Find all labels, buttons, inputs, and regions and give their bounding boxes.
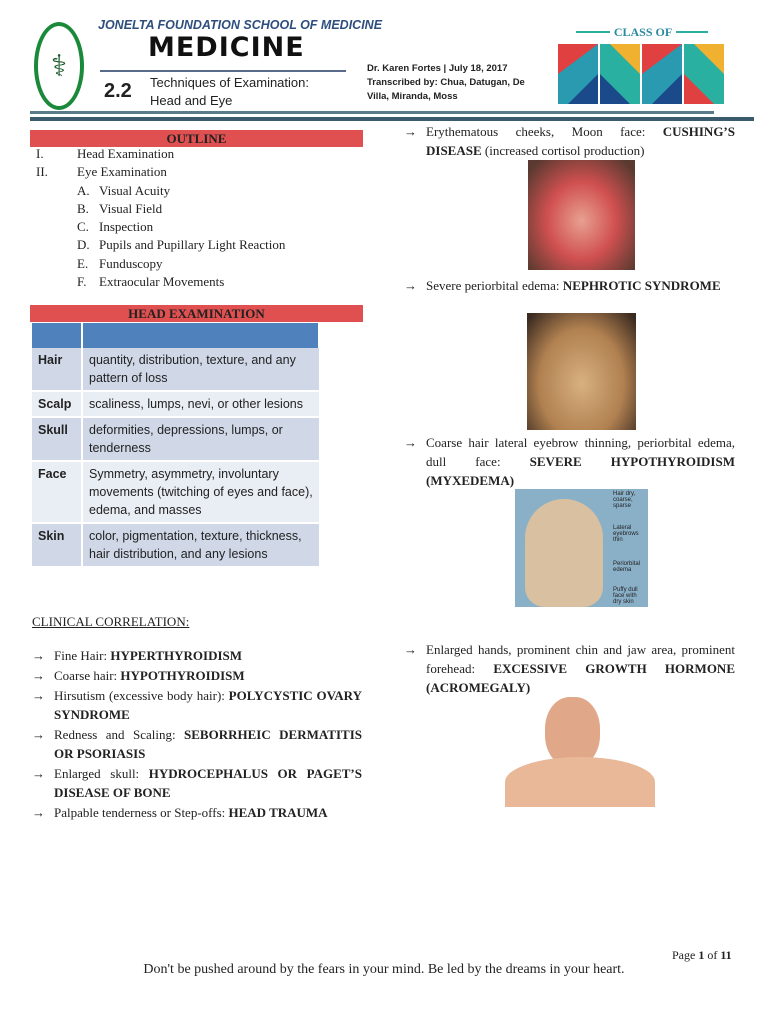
outline-list	[32, 145, 285, 291]
right-item: → Coarse hair lateral eyebrow thinning, periorbital edema, dull face: SEVERE HYPOTHYROIDISM (MYXEDEMA)	[404, 435, 735, 488]
outline-subitem: E. Funduscopy	[77, 255, 163, 271]
table-row: Scalp scaliness, lumps, nevi, or other lesions	[32, 391, 319, 417]
cushing-face-photo	[528, 160, 635, 270]
outline-item: II. Eye Examination	[36, 164, 167, 180]
right-item: → Erythematous cheeks, Moon face: CUSHING’S DISEASE (increased cortisol production)	[404, 124, 735, 158]
outline-subitem: C. Inspection	[77, 219, 154, 235]
nephrotic-child-photo	[527, 313, 636, 430]
outline-subitem: A. Visual Acuity	[77, 182, 171, 198]
list-item: → Enlarged skull: HYDROCEPHALUS OR PAGET’S DISEASE OF BONE	[32, 766, 362, 800]
footer-quote: Don't be pushed around by the fears in your mind. Be led by the dreams in your heart.	[143, 962, 625, 977]
school-name: JONELTA FOUNDATION SCHOOL OF MEDICINE	[98, 18, 383, 32]
lecture-meta: Dr. Karen Fortes | July 18, 2017 Transcribed by: Chua, Datugan, De Villa, Miranda, Moss	[367, 63, 525, 102]
outline-subitem: B. Visual Field	[77, 200, 163, 216]
right-item: → Severe periorbital edema: NEPHROTIC SYNDROME	[404, 278, 721, 293]
list-item: → Palpable tenderness or Step-offs: HEAD TRAUMA	[32, 805, 328, 820]
header-rule	[30, 111, 714, 114]
outline-item: I. Head Examination	[36, 146, 175, 161]
outline-subitem: D. Pupils and Pupillary Light Reaction	[77, 237, 286, 253]
myxedema-illustration: Hair dry, coarse, sparse Lateral eyebrows thin Periorbital edema Puffy dull face with dry skin	[515, 489, 648, 607]
lecture-title: Techniques of Examination: Head and Eye	[150, 75, 309, 108]
table-row: Face Symmetry, asymmetry, involuntary movements (twitching of eyes and face), edema, and masses	[32, 461, 319, 523]
outline-heading: OUTLINE	[30, 130, 363, 147]
header-rule	[30, 117, 754, 121]
lecture-number: 2.2	[104, 80, 132, 102]
table-row: Skull deformities, depressions, lumps, or tenderness	[32, 417, 319, 461]
head-exam-heading: HEAD EXAMINATION	[30, 305, 363, 322]
svg-text:CLASS OF: CLASS OF	[613, 25, 673, 39]
outline-subitem: F. Extraocular Movements	[77, 274, 225, 290]
school-seal-logo: ⚕	[34, 22, 84, 110]
list-item: → Coarse hair: HYPOTHYROIDISM	[32, 668, 245, 683]
right-item: → Enlarged hands, prominent chin and jaw area, prominent forehead: EXCESSIVE GROWTH HORMONE (ACROMEGALY)	[404, 642, 735, 695]
table-row: Hair quantity, distribution, texture, and any pattern of loss	[32, 348, 319, 391]
list-item: → Hirsutism (excessive body hair): POLYCYSTIC OVARY SYNDROME	[32, 688, 362, 722]
divider	[100, 70, 346, 72]
list-item: → Redness and Scaling: SEBORRHEIC DERMATITIS OR PSORIASIS	[32, 727, 362, 761]
department-title: MEDICINE	[148, 32, 305, 63]
clinical-list	[32, 646, 362, 823]
class-of-2020-logo	[548, 22, 734, 110]
list-item: → Fine Hair: HYPERTHYROIDISM	[32, 648, 243, 663]
head-exam-table	[32, 323, 320, 568]
table-row: Skin color, pigmentation, texture, thickness, hair distribution, and any lesions	[32, 523, 319, 567]
page-number: Page 1 of 11	[672, 948, 732, 962]
clinical-correlation-heading: CLINICAL CORRELATION:	[32, 614, 190, 629]
acromegaly-illustration	[505, 697, 655, 807]
